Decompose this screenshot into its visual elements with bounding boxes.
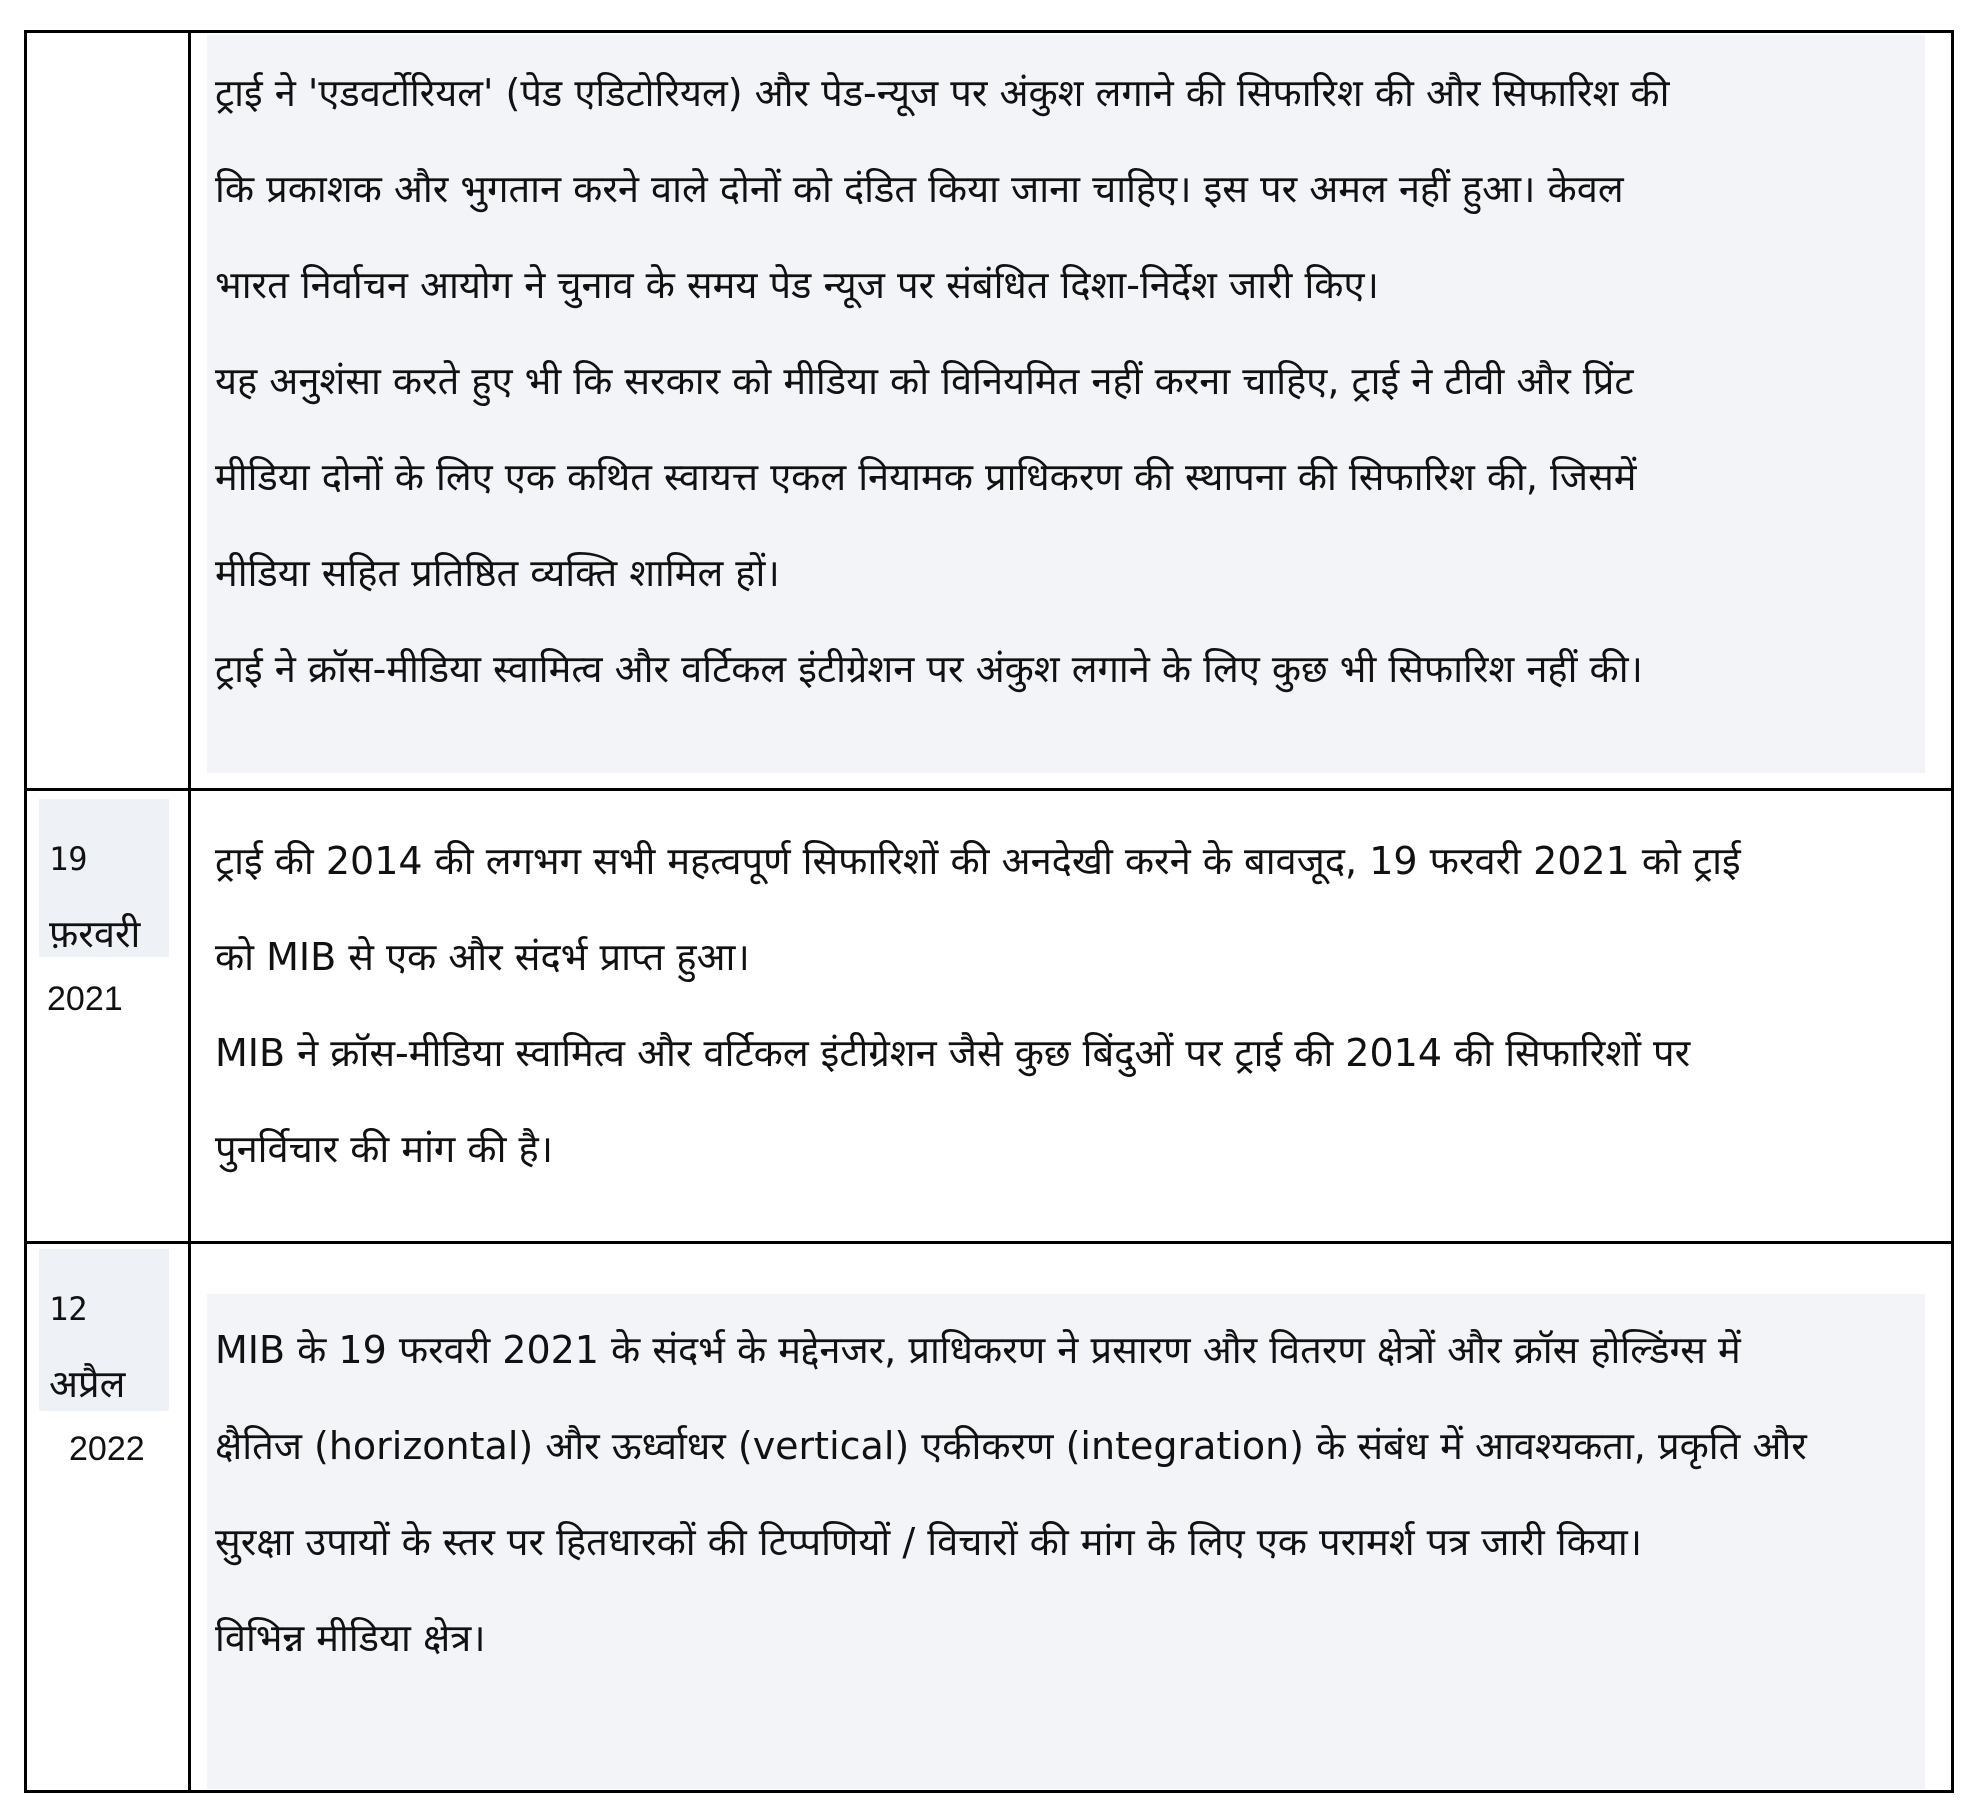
date-year: 2021 (47, 980, 123, 1018)
date-day: 19 (49, 840, 88, 878)
text-line: ट्राई ने 'एडवर्टोरियल' (पेड एडिटोरियल) और पेड-न्यूज पर अंकुश लगाने की सिफारिश की और सिफारिश की (215, 71, 1670, 115)
date-month: अप्रैल (49, 1362, 126, 1406)
date-year: 2022 (69, 1430, 145, 1468)
table-row (27, 1244, 1951, 1793)
text-line: मीडिया दोनों के लिए एक कथित स्वायत्त एकल नियामक प्राधिकरण की स्थापना की सिफारिश की, जिसमें (215, 455, 1637, 499)
column-divider (188, 791, 191, 1241)
text-line: विभिन्न मीडिया क्षेत्र। (215, 1616, 486, 1660)
date-month: फ़रवरी (49, 912, 141, 956)
description-cell (207, 1294, 1925, 1789)
date-cell (39, 799, 173, 1029)
text-line: ट्राई ने क्रॉस-मीडिया स्वामित्व और वर्टिकल इंटीग्रेशन पर अंकुश लगाने के लिए कुछ भी सिफारिश नहीं की। (215, 647, 1643, 691)
column-divider (188, 33, 191, 788)
text-line: पुनर्विचार की मांग की है। (215, 1127, 554, 1171)
date-cell (39, 1249, 173, 1479)
timeline-table (24, 30, 1954, 1793)
text-line: MIB के 19 फरवरी 2021 के संदर्भ के मद्देनजर, प्राधिकरण ने प्रसारण और वितरण क्षेत्रों और क्रॉस होल्डिंग्स में (215, 1328, 1741, 1372)
text-line: क्षैतिज (horizontal) और ऊर्ध्वाधर (vertical) एकीकरण (integration) के संबंध में आवश्यकता, प्रकृति और (215, 1424, 1807, 1468)
description-cell (207, 35, 1925, 773)
text-line: ट्राई की 2014 की लगभग सभी महत्वपूर्ण सिफारिशों की अनदेखी करने के बावजूद, 19 फरवरी 2021 को ट्राई (215, 839, 1741, 883)
column-divider (188, 1244, 191, 1793)
table-row (27, 791, 1951, 1244)
table-row (27, 33, 1951, 791)
text-line: सुरक्षा उपायों के स्तर पर हितधारकों की टिप्पणियों / विचारों की मांग के लिए एक परामर्श पत्र जारी किया। (215, 1520, 1643, 1564)
description-cell (207, 813, 1925, 1197)
text-line: भारत निर्वाचन आयोग ने चुनाव के समय पेड न्यूज पर संबंधित दिशा-निर्देश जारी किए। (215, 263, 1379, 307)
text-line: यह अनुशंसा करते हुए भी कि सरकार को मीडिया को विनियमित नहीं करना चाहिए, ट्राई ने टीवी और प्रिंट (215, 359, 1634, 403)
text-line: को MIB से एक और संदर्भ प्राप्त हुआ। (215, 935, 750, 979)
text-line: कि प्रकाशक और भुगतान करने वाले दोनों को दंडित किया जाना चाहिए। इस पर अमल नहीं हुआ। केवल (215, 167, 1624, 211)
date-day: 12 (49, 1290, 88, 1328)
text-line: MIB ने क्रॉस-मीडिया स्वामित्व और वर्टिकल इंटीग्रेशन जैसे कुछ बिंदुओं पर ट्राई की 2014 की सिफारिशों पर (215, 1031, 1691, 1075)
text-line: मीडिया सहित प्रतिष्ठित व्यक्ति शामिल हों। (215, 551, 780, 595)
